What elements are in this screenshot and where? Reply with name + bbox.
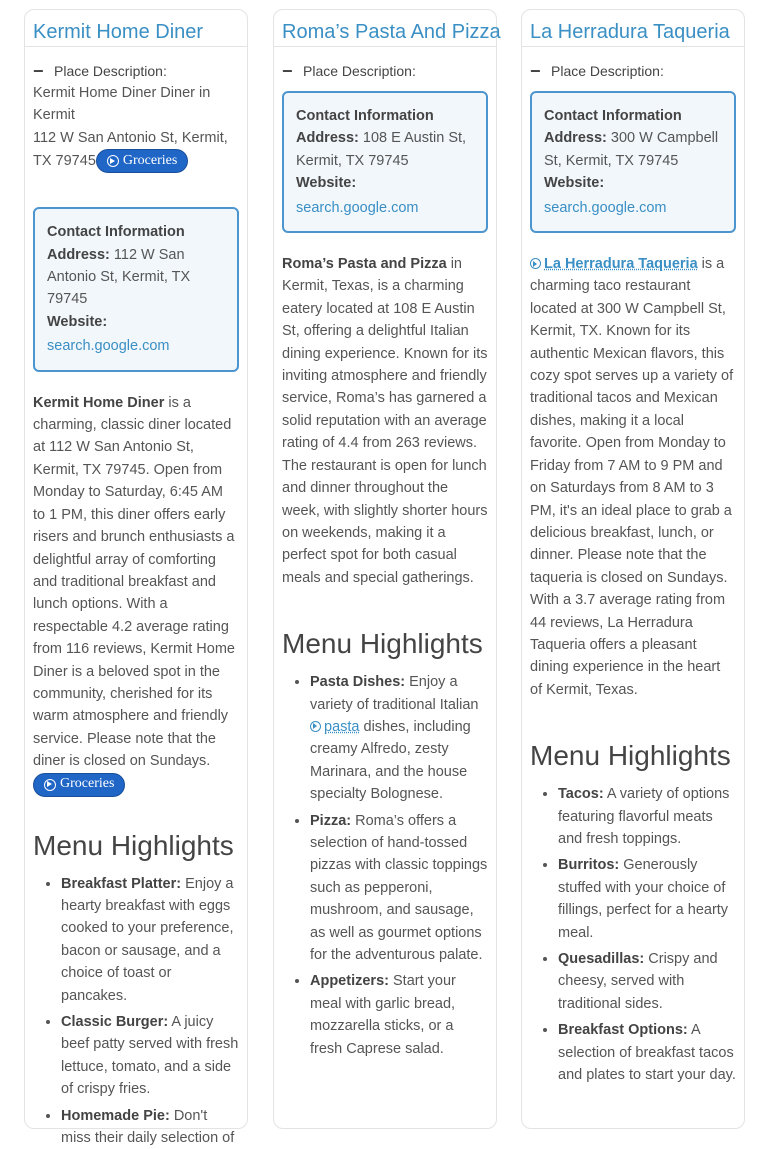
contact-title: Contact Information [296, 108, 434, 124]
menu-item-name: Burritos: [558, 857, 620, 874]
menu-item [310, 671, 488, 805]
website-label: Website: [544, 175, 605, 192]
place-card-la-herradura-taqueria [521, 9, 745, 1129]
contact-title: Contact Information [544, 108, 682, 124]
address-label: Address: [544, 130, 607, 147]
menu-item-text: Enjoy a variety of traditional Italian [310, 674, 479, 713]
place-name-bold: Roma’s Pasta and Pizza [282, 256, 447, 273]
place-description-toggle[interactable] [282, 60, 488, 82]
menu-item [61, 1011, 239, 1101]
summary-text: is a charming taco restaurant located at 300 W Campbell St, Kermit, TX. Known for its authentic Mexican flavors, this cozy spot serves up a variety of traditional tacos and Mexican dishes, making it a local favorite. Open from Monday to Friday from 7 AM to 9 PM and on Saturdays from 8 AM to 3 PM, it's an ideal place to grab a delicious breakfast, lunch, or dinner. Please note that the taqueria is closed on Sundays. With a 3.7 average rating from 44 reviews, La Herradura Taqueria offers a pleasant dining experience in the heart of Kermit, Texas. [530, 256, 734, 698]
address-value: 108 E Austin St, Kermit, TX 79745 [296, 130, 467, 169]
address-row [544, 127, 722, 172]
menu-item-name: Pizza: [310, 812, 352, 829]
menu-item-name: Breakfast Platter: [61, 875, 182, 892]
menu-item-text: Crispy and cheesy, served with traditional sides. [558, 951, 718, 1012]
menu-highlights-heading: Menu Highlights [530, 740, 731, 772]
contact-title: Contact Information [47, 224, 185, 241]
menu-item-name: Quesadillas: [558, 951, 645, 967]
groceries-button[interactable] [96, 149, 188, 173]
menu-item [310, 810, 488, 967]
menu-item [558, 948, 736, 1015]
place-summary [33, 392, 239, 773]
card-title[interactable]: Roma’s Pasta And Pizza [274, 10, 496, 47]
website-label: Website: [296, 175, 357, 192]
menu-item [310, 970, 488, 1060]
place-description-toggle[interactable] [33, 60, 239, 82]
menu-item-text: Roma’s offers a selection of hand-tossed pizzas with classic toppings such as pepperoni, mushroom, and sausage, as well as gourmet options for the adventurous palate. [310, 812, 488, 963]
place-description-label: Place Description: [303, 62, 416, 79]
collapse-minus-icon[interactable]: − [282, 61, 293, 81]
menu-item [558, 783, 736, 850]
website-label-row [296, 172, 474, 194]
website-label: Website: [47, 313, 108, 330]
link-circle-icon [310, 721, 321, 732]
address-row [47, 244, 225, 311]
card-title[interactable]: Kermit Home Diner [25, 10, 247, 47]
place-summary [282, 253, 488, 589]
address-value: 300 W Campbell St, Kermit, TX 79745 [544, 130, 719, 169]
contact-information-box [530, 91, 736, 233]
summary-text: in Kermit, Texas, is a charming eatery located at 108 E Austin St, offering a delightful Italian dining experience. Known for its inviting atmosphere and friendly service, Roma’s has garnered a solid reputation with an average rating of 4.4 from 263 reviews. The restaurant is open for lunch and dinner throughout the week, with slightly shorter hours on weekends, making it a perfect spot for both casual meals and special gatherings. [282, 256, 488, 586]
place-name-bold: Kermit Home Diner [33, 394, 165, 411]
menu-item [558, 1019, 736, 1086]
menu-item-name: Breakfast Options: [558, 1022, 688, 1039]
menu-list [530, 783, 736, 1086]
description-line: Kermit Home Diner Diner in Kermit [33, 85, 211, 124]
address-row [296, 127, 474, 172]
summary-text: is a charming, classic diner located at 112 W San Antonio St, Kermit, TX 79745. Open from Monday to Saturday, 6:45 AM to 1 PM, this diner offers early risers and brunch enthusiasts a delightful array of comforting and traditional breakfast and lunch options. With a respectable 4.2 average rating from 116 reviews, Kermit Home Diner is a beloved spot in the community, cherished for its warm atmosphere and friendly service. Please note that the diner is closed on Sundays. [33, 394, 235, 770]
address-label: Address: [296, 130, 359, 147]
menu-item-name: Appetizers: [310, 973, 389, 990]
menu-item [61, 1105, 239, 1149]
pasta-link[interactable]: pasta [324, 718, 360, 735]
play-circle-icon [107, 155, 119, 167]
menu-item-text: dishes, including creamy Alfredo, zesty Marinara, and the house specialty Bolognese. [310, 718, 471, 803]
card-title[interactable]: La Herradura Taqueria [522, 10, 744, 47]
contact-information-box [33, 207, 239, 371]
menu-item-name: Pasta Dishes: [310, 674, 406, 691]
collapse-minus-icon[interactable]: − [33, 61, 44, 81]
website-label-row [47, 311, 225, 333]
menu-item-text: A variety of options featuring flavorful meats and fresh toppings. [558, 786, 730, 847]
menu-list [33, 873, 239, 1149]
link-circle-icon [530, 258, 541, 269]
place-name-link[interactable]: La Herradura Taqueria [544, 256, 698, 273]
groceries-label: Groceries [122, 153, 178, 169]
menu-item [61, 873, 239, 1007]
menu-highlights-heading: Menu Highlights [33, 829, 234, 861]
address-label: Address: [47, 246, 110, 263]
place-description-text [33, 82, 239, 173]
menu-item-text: Generously stuffed with your choice of fillings, perfect for a hearty meal. [558, 857, 729, 941]
place-description-label: Place Description: [54, 62, 167, 79]
place-description-label: Place Description: [551, 62, 664, 79]
place-description-toggle[interactable] [530, 60, 736, 82]
menu-item-name: Classic Burger: [61, 1014, 169, 1030]
menu-item-text: Start your meal with garlic bread, mozzarella sticks, or a fresh Caprese salad. [310, 973, 456, 1057]
website-label-row [544, 172, 722, 194]
website-link[interactable]: search.google.com [544, 199, 667, 216]
play-circle-icon [44, 779, 56, 791]
place-card-kermit-home-diner [24, 9, 248, 1147]
menu-item-name: Homemade Pie: [61, 1107, 170, 1124]
menu-item-text: A selection of breakfast tacos and plates to start your day. [558, 1022, 736, 1084]
menu-item [558, 854, 736, 944]
menu-item-text: Enjoy a hearty breakfast with eggs cooked to your preference, bacon or sausage, and a choice of toast or pancakes. [61, 875, 234, 1004]
place-summary [530, 253, 736, 701]
collapse-minus-icon[interactable]: − [530, 61, 541, 81]
website-link[interactable]: search.google.com [296, 199, 419, 216]
menu-list [282, 671, 488, 1060]
menu-item-name: Tacos: [558, 786, 604, 803]
menu-item-text: Don't miss their daily selection of [61, 1107, 235, 1147]
website-link[interactable]: search.google.com [47, 338, 170, 355]
menu-highlights-heading: Menu Highlights [282, 628, 483, 660]
address-value: 112 W San Antonio St, Kermit, TX 79745 [47, 246, 191, 308]
contact-information-box [282, 91, 488, 233]
place-card-romas-pasta-and-pizza [273, 9, 501, 1129]
menu-item-text: A juicy beef patty served with fresh lettuce, tomato, and a side of crispy fries. [61, 1014, 239, 1098]
groceries-button[interactable] [33, 773, 125, 797]
groceries-label: Groceries [60, 776, 115, 792]
description-address: 112 W San Antonio St, Kermit, TX 79745 [33, 129, 228, 170]
